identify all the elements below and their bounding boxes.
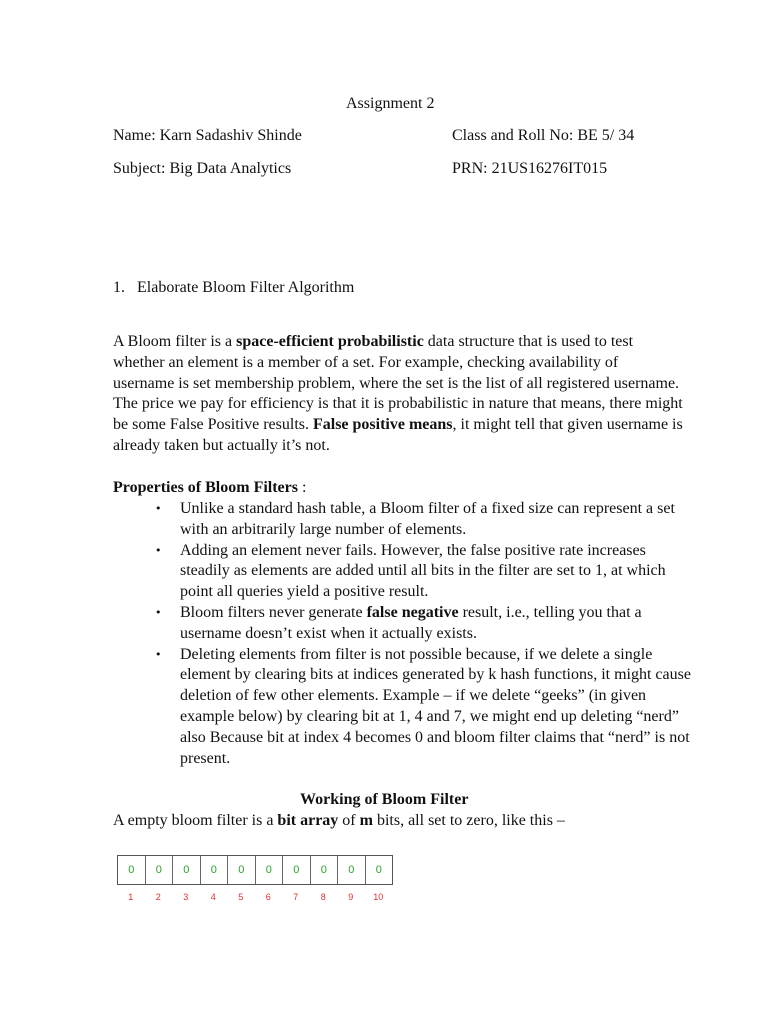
bit-cell: 0 [256, 856, 284, 884]
properties-heading-text: Properties of Bloom Filters [113, 479, 298, 496]
bit-index-row [117, 892, 392, 902]
properties-list [151, 499, 691, 769]
bit-cell: 0 [375, 864, 382, 876]
intro-bold-1: space-efficient probabilistic [236, 333, 424, 350]
intro-bold-2: False positive means [312, 416, 453, 434]
working-text-1: A empty bloom filter is a [113, 812, 278, 829]
bit-index: 5 [238, 892, 244, 902]
working-paragraph [113, 812, 565, 830]
working-text-2: of [338, 812, 360, 829]
bit-index: 1 [128, 892, 134, 902]
bit-cell: 0 [146, 856, 174, 884]
working-heading-text: Working of Bloom Filter [300, 791, 469, 808]
question-text: Elaborate Bloom Filter Algorithm [137, 279, 355, 296]
bit-index: 10 [373, 892, 384, 902]
bit-index: 8 [320, 892, 326, 902]
question-number: 1. [113, 279, 125, 296]
bit-cell: 0 [283, 856, 311, 884]
bit-index: 6 [265, 892, 271, 902]
class-roll-no: Class and Roll No: BE 5/ 34 [452, 127, 635, 144]
bit-index: 7 [293, 892, 299, 902]
assignment-title: Assignment 2 [346, 95, 435, 112]
working-heading [300, 791, 468, 809]
working-bold-2: m [359, 812, 373, 829]
properties-heading [113, 478, 306, 499]
list-item: • Unlike a standard hash table, a Bloom filter of a fixed size can represent a set with an arbitrarily large number of elements. [151, 499, 691, 541]
intro-paragraph [113, 332, 683, 457]
prn-number: PRN: 21US16276IT015 [452, 160, 608, 177]
bit-cell: 0 [228, 856, 256, 884]
working-text-3: bits, all set to zero, like this – [372, 812, 565, 829]
list-item [151, 603, 691, 645]
list-item: • Adding an element never fails. However, the false positive rate increases steadily as elements are added until all bits in the filter are set to 1, at which point all queries yield a positive result. [151, 541, 691, 603]
intro-text-2: data structure that is used to test whether an element is a member of a set. For example, checking availability of username is set membership problem, where the set is the list of all registered username. The price we pay for efficiency is that it is probabilistic in nature that means, there might be some False Positive results. [113, 333, 683, 434]
intro-text-1: A Bloom filter is a [113, 333, 237, 350]
student-name: Name: Karn Sadashiv Shinde [113, 127, 302, 144]
bit-array [117, 855, 393, 885]
working-bold-1: bit array [277, 812, 339, 829]
list-item-text: result, i.e., telling you that a username doesn’t exist when it actually exists. [180, 603, 642, 642]
question-heading [113, 279, 354, 297]
bit-cell: 0 [311, 856, 339, 884]
list-item-text: Bloom filters never generate [180, 603, 367, 621]
list-item: • Deleting elements from filter is not possible because, if we delete a single element by clearing bits at indices generated by k hash functions, it might cause deletion of few other elements. Example – if we delete “geeks” (in given example below) by clearing bit at 1, 4 and 7, we might end up deleting “nerd” also Because bit at index 4 becomes 0 and bloom filter claims that “nerd” is not present. [151, 645, 691, 770]
list-item-bold: false negative [366, 603, 459, 621]
bit-index: 2 [155, 892, 161, 902]
bit-cell: 0 [118, 856, 146, 884]
bit-index: 4 [210, 892, 216, 902]
bit-cell: 0 [173, 856, 201, 884]
bit-index: 9 [348, 892, 354, 902]
intro-text-3: , it might tell that given username is already taken but actually it’s not. [113, 416, 683, 454]
bit-index: 3 [183, 892, 189, 902]
bit-cell: 0 [201, 856, 229, 884]
bit-cell: 0 [338, 856, 366, 884]
properties-heading-colon: : [297, 479, 307, 496]
subject: Subject: Big Data Analytics [113, 160, 292, 177]
